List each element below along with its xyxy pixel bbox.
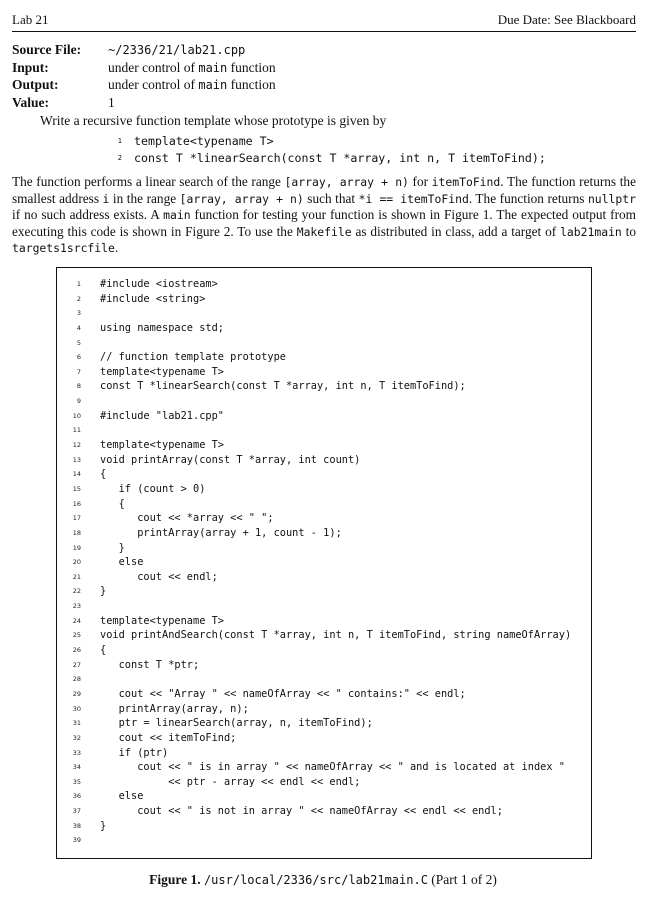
caption-label: Figure 1.: [149, 872, 201, 887]
code-line: [57, 687, 591, 702]
description-text: . The function returns the smallest address: [12, 174, 636, 206]
inline-code: nullptr: [587, 191, 636, 206]
code-listing: [57, 277, 591, 848]
inline-code: main: [163, 208, 191, 222]
code-figure: [56, 267, 592, 859]
code-text: }: [100, 585, 107, 598]
code-text: cout << *array << " ";: [100, 512, 274, 525]
value-number: 1: [108, 94, 115, 110]
code-text: cout << " is in array " << nameOfArray << " and is located at index ": [100, 761, 565, 774]
line-number: 13: [72, 455, 81, 464]
line-number: 26: [72, 646, 81, 655]
code-text: }: [100, 541, 125, 554]
line-number: 21: [72, 572, 81, 581]
description-text: as distributed in class, add a target of: [351, 223, 561, 239]
code-line: [57, 833, 591, 848]
main-keyword: main: [198, 60, 228, 75]
line-number: 6: [76, 353, 81, 362]
lab-label: Lab 21: [12, 12, 49, 27]
line-number: 14: [72, 470, 81, 479]
line-number: 25: [72, 631, 81, 640]
code-text: cout << "Array " << nameOfArray << " contains:" << endl;: [100, 687, 466, 700]
meta-key: Source File:: [12, 42, 82, 57]
code-text: {: [100, 468, 107, 481]
code-line: [57, 394, 591, 409]
description-text: if no such address exists. A: [12, 207, 164, 222]
line-number: 28: [72, 675, 81, 684]
code-line: [57, 599, 591, 614]
code-text: // function template prototype: [100, 351, 286, 364]
code-text: template<typename T>: [100, 365, 224, 378]
line-number: 2: [76, 294, 81, 303]
code-line: [57, 789, 591, 804]
code-line: [57, 584, 591, 599]
code-line: [57, 423, 591, 438]
intro-text: Write a recursive function template whose prototype is given by: [40, 113, 387, 128]
description-text: for: [408, 174, 432, 189]
code-text: << ptr - array << endl << endl;: [100, 775, 361, 788]
line-number: 27: [72, 660, 81, 669]
code-line: [57, 467, 591, 482]
code-text: cout << itemToFind;: [100, 731, 237, 744]
code-line: [57, 409, 591, 424]
line-number: 24: [72, 616, 81, 625]
line-number: 2: [117, 154, 122, 162]
code-text: template<typename T>: [100, 439, 224, 452]
code-line: [57, 379, 591, 394]
code-text: }: [100, 819, 107, 832]
code-text: cout << endl;: [100, 570, 218, 583]
code-line: [57, 321, 591, 336]
line-number: 29: [72, 689, 81, 698]
inline-code: targets1srcfile: [12, 241, 115, 255]
code-line: [57, 350, 591, 365]
line-number: 32: [72, 733, 81, 742]
code-text: cout << " is not in array " << nameOfArray << endl << endl;: [100, 805, 503, 818]
code-line: [57, 541, 591, 556]
code-text: template<typename T>: [100, 614, 224, 627]
inline-code: i: [102, 191, 110, 206]
line-number: 37: [72, 807, 81, 816]
code-line: [57, 365, 591, 380]
code-text: const T *ptr;: [100, 658, 200, 671]
line-number: 36: [72, 792, 81, 801]
description-text: The function performs a linear search of the range: [12, 174, 285, 189]
assignment-meta: [12, 41, 632, 111]
description-text: to: [621, 223, 637, 239]
meta-output: Output: under control of main function: [12, 77, 276, 92]
code-text: template<typename T>: [134, 134, 274, 148]
meta-source-file: [12, 41, 632, 59]
line-number: 20: [72, 558, 81, 567]
inline-code: [array, array + n): [179, 191, 304, 206]
inline-code: Makefile: [296, 224, 352, 239]
meta-key: Output:: [12, 77, 59, 92]
code-line: [57, 292, 591, 307]
page-header: [12, 12, 636, 30]
inline-code: itemToFind: [431, 175, 501, 189]
code-line: [57, 511, 591, 526]
line-number: 31: [72, 719, 81, 728]
code-text: using namespace std;: [100, 321, 224, 334]
line-number: 4: [76, 323, 81, 332]
code-text: #include <string>: [100, 292, 206, 305]
code-text: #include <iostream>: [100, 278, 218, 290]
caption-part: (Part 1 of 2): [431, 872, 497, 887]
code-text: {: [100, 644, 107, 657]
code-line: [57, 760, 591, 775]
code-line: [57, 731, 591, 746]
meta-input: Input: under control of main function: [12, 59, 276, 75]
code-line: [57, 614, 591, 629]
code-line: [57, 643, 591, 658]
code-text: const T *linearSearch(const T *array, int n, T itemToFind);: [100, 380, 466, 393]
line-number: 1: [76, 280, 81, 288]
line-number: 12: [72, 441, 81, 450]
code-line: [57, 277, 591, 292]
code-line: [57, 702, 591, 717]
code-text: void printArray(const T *array, int count): [100, 453, 361, 466]
code-text: if (ptr): [100, 746, 169, 759]
line-number: 11: [72, 426, 81, 435]
code-line: [57, 570, 591, 585]
code-line: [57, 819, 591, 834]
code-text: printArray(array + 1, count - 1);: [100, 526, 342, 539]
line-number: 34: [72, 763, 81, 772]
line-number: 15: [72, 484, 81, 493]
description-text: such that: [303, 190, 359, 206]
due-date: Due Date: See Blackboard: [497, 12, 636, 27]
code-line: [57, 555, 591, 570]
code-line: [57, 746, 591, 761]
code-line: [57, 672, 591, 687]
code-text: ptr = linearSearch(array, n, itemToFind);: [100, 717, 373, 730]
line-number: 16: [72, 499, 81, 508]
code-line: [57, 453, 591, 468]
code-text: else: [100, 556, 144, 569]
code-text: #include "lab21.cpp": [100, 409, 224, 422]
line-number: 30: [72, 704, 81, 713]
figure-caption: [0, 872, 646, 888]
code-line: [57, 306, 591, 321]
line-number: 3: [76, 309, 81, 318]
line-number: 23: [72, 602, 81, 611]
line-number: 19: [72, 543, 81, 552]
code-line: [57, 658, 591, 673]
code-line: [57, 716, 591, 731]
line-number: 18: [72, 528, 81, 537]
meta-value: [12, 94, 632, 112]
description-text: function for testing your function is shown in Figure 1. The expected output from executing this code is shown in Figure 2. To use the: [12, 207, 636, 239]
header-divider: [12, 31, 636, 32]
line-number: 1: [117, 137, 122, 145]
code-line: [57, 526, 591, 541]
description-text: . The function returns: [468, 190, 588, 206]
code-text: printArray(array, n);: [100, 702, 249, 715]
code-line: [57, 438, 591, 453]
line-number: 33: [72, 748, 81, 757]
line-number: 35: [72, 777, 81, 786]
meta-key: Input:: [12, 59, 49, 75]
inline-code: *i == itemToFind: [358, 191, 469, 206]
code-text: else: [100, 790, 144, 803]
code-text: void printAndSearch(const T *array, int n, T itemToFind, string nameOfArray): [100, 629, 572, 642]
line-number: 38: [72, 821, 81, 830]
code-line: [57, 804, 591, 819]
code-text: {: [100, 497, 125, 510]
description-paragraph: [12, 174, 636, 257]
source-file-path: ~/2336/21/lab21.cpp: [108, 43, 246, 57]
inline-code: [array, array + n): [284, 175, 409, 189]
line-number: 22: [72, 587, 81, 596]
line-number: 39: [72, 836, 81, 845]
caption-path: /usr/local/2336/src/lab21main.C: [203, 873, 428, 887]
code-text: const T *linearSearch(const T *array, int n, T itemToFind);: [134, 151, 546, 165]
line-number: 10: [72, 411, 81, 420]
code-line: [57, 497, 591, 512]
main-keyword: main: [198, 78, 228, 92]
meta-key: Value:: [12, 94, 50, 110]
code-line: [57, 775, 591, 790]
code-line: [57, 628, 591, 643]
line-number: 7: [76, 367, 81, 376]
line-number: 9: [76, 397, 81, 406]
description-text: in the range: [109, 190, 180, 206]
code-line: [57, 482, 591, 497]
line-number: 5: [76, 338, 81, 347]
code-text: if (count > 0): [100, 482, 206, 495]
code-line: [57, 336, 591, 351]
line-number: 17: [72, 514, 81, 523]
description-text: .: [114, 240, 119, 255]
line-number: 8: [76, 382, 81, 391]
inline-code: lab21main: [560, 224, 622, 239]
